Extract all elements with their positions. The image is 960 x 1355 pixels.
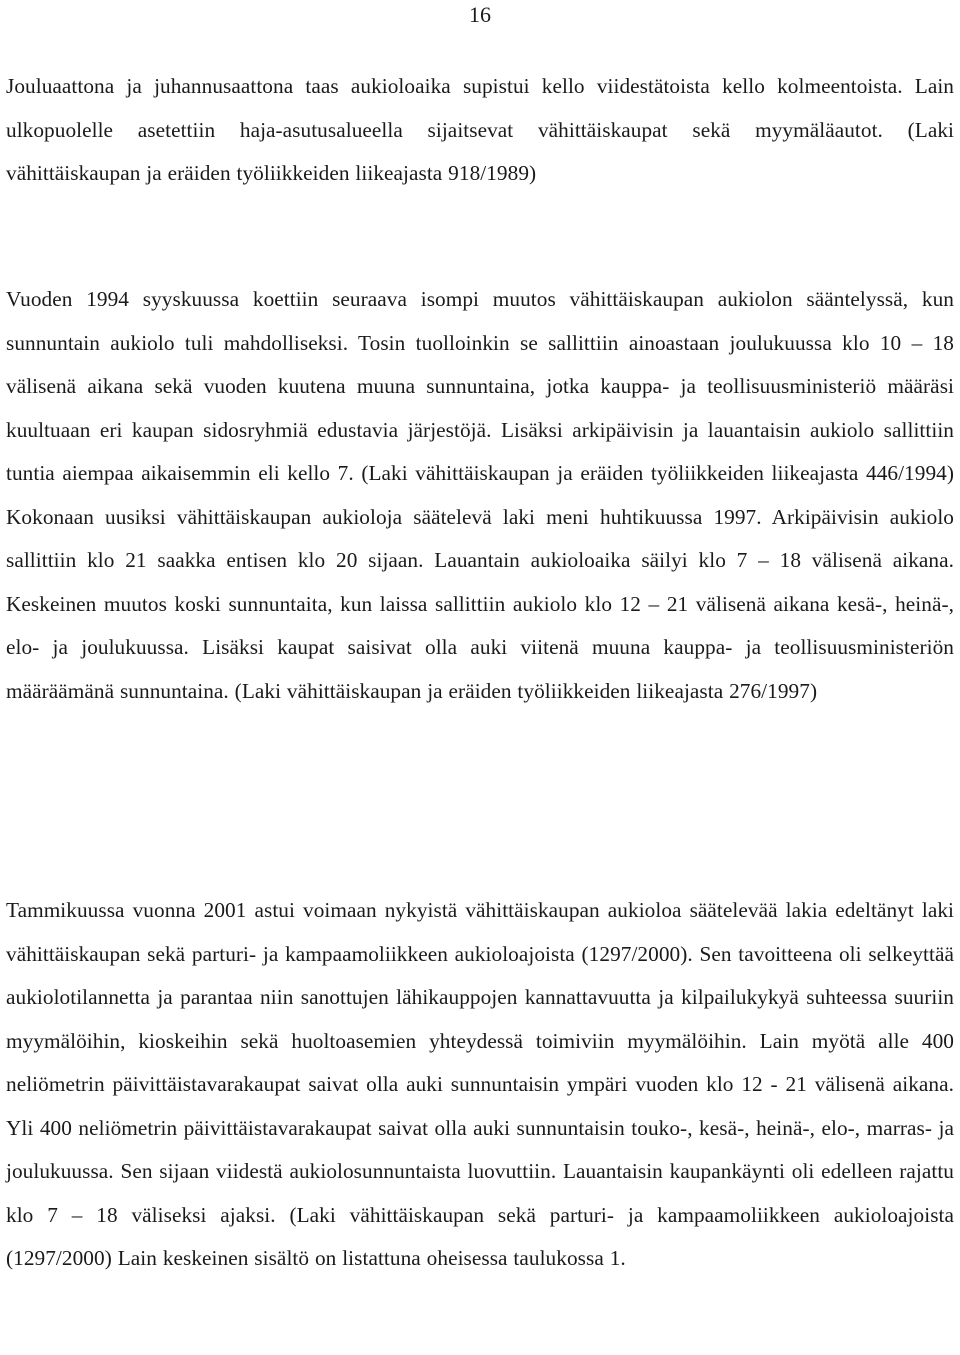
page-number: 16 xyxy=(469,2,491,27)
paragraph-aukioloaika-1989: Jouluaattona ja juhannusaattona taas aukioloaika supistui kello viidestätoista kello kolmeentoista. Lain ulkopuolelle asetettiin haja-asutusalueella sijaitsevat vähittäiskaupat sekä myymäläautot. (Laki vähittäiskaupan ja eräiden työliikkeiden liikeajasta 918/1989) xyxy=(6,74,954,185)
paragraph-aukioloaika-2001: Tammikuussa vuonna 2001 astui voimaan nykyistä vähittäiskaupan aukioloa säätelevää lakia edeltänyt laki vähittäiskaupan sekä parturi- ja kampaamoliikkeen aukioloajoista (1297/2000). Sen tavoitteena oli selkeyttää aukiolotilannetta ja parantaa niin sanottujen lähikauppojen kannattavuutta ja kilpailukykyä suhteessa suuriin myymälöihin, kioskeihin sekä huoltoasemien yhteydessä toimiviin myymälöihin. Lain myötä alle 400 neliömetrin päivittäistavarakaupat saivat olla auki sunnuntaisin ympäri vuoden klo 12 - 21 välisenä aikana. Yli 400 neliömetrin päivittäistavarakaupat saivat olla auki sunnuntaisin touko-, kesä-, heinä-, elo-, marras- ja joulukuussa. Sen sijaan viidestä aukiolosunnuntaista luovuttiin. Lauantaisin kaupankäynti oli edelleen rajattu klo 7 – 18 väliseksi ajaksi. (Laki vähittäiskaupan sekä parturi- ja kampaamoliikkeen aukioloajoista (1297/2000) Lain keskeinen sisältö on listattuna oheisessa taulukossa 1. xyxy=(6,898,954,1270)
paragraph-aukioloaika-1994-1997: Vuoden 1994 syyskuussa koettiin seuraava isompi muutos vähittäiskaupan aukiolon sääntelyssä, kun sunnuntain aukiolo tuli mahdolliseksi. Tosin tuolloinkin se sallittiin ainoastaan joulukuussa klo 10 – 18 välisenä aikana sekä vuoden kuutena muuna sunnuntaina, jotka kauppa- ja teollisuusministeriö määräsi kuultuaan eri kaupan sidosryhmiä edustavia järjestöjä. Lisäksi arkipäivisin ja lauantaisin aukiolo sallittiin tuntia aiempaa aikaisemmin eli kello 7. (Laki vähittäiskaupan ja eräiden työliikkeiden liikeajasta 446/1994) Kokonaan uusiksi vähittäiskaupan aukioloja säätelevä laki meni huhtikuussa 1997. Arkipäivisin aukiolo sallittiin klo 21 saakka entisen klo 20 sijaan. Lauantain aukioloaika säilyi klo 7 – 18 välisenä aikana. Keskeinen muutos koski sunnuntaita, kun laissa sallittiin aukiolo klo 12 – 21 välisenä aikana kesä-, heinä-, elo- ja joulukuussa. Lisäksi kaupat saisivat olla auki viitenä muuna kauppa- ja teollisuusministeriön määräämänä sunnuntaina. (Laki vähittäiskaupan ja eräiden työliikkeiden liikeajasta 276/1997) xyxy=(6,287,954,703)
